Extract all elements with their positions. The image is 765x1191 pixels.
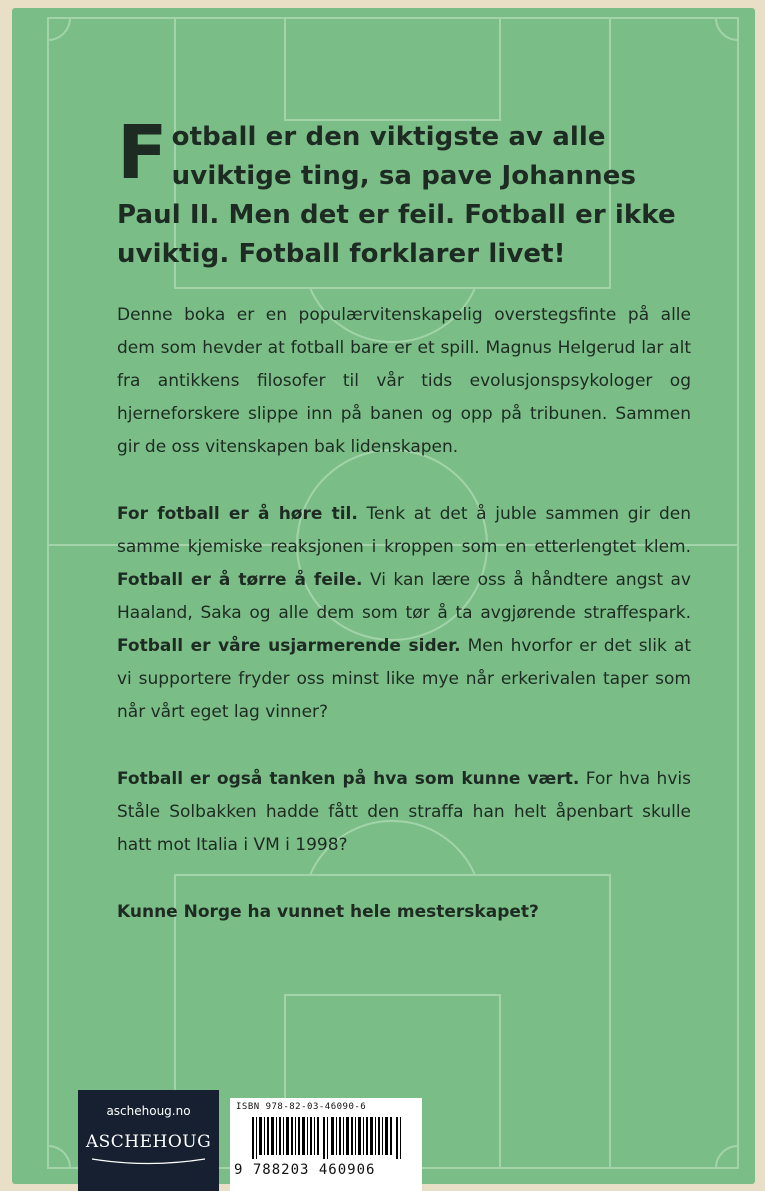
theme-failing-text: Vi kan lære oss å håndtere angst av Haaland, Saka og alle dem som tør å ta avgjørende straffespark. <box>117 570 691 623</box>
corner-arc-bottom-right <box>716 1146 738 1168</box>
isbn-barcode-box <box>230 1098 422 1191</box>
theme-unflattering: Fotball er våre usjarmerende sider. <box>117 636 461 656</box>
paragraph-intro: Denne boka er en populærvitenskapelig overstegsfinte på alle dem som hevder at fotball bare er et spill. Magnus Helgerud lar alt fra antikkens filosofer til vår tids evolusjonspsykologer og hjerneforskere slippe inn på banen og opp på tribunen. Sammen gir de oss vitenskapen bak lidenskapen. <box>117 305 691 457</box>
paragraph-themes <box>117 498 691 729</box>
blurb-text <box>117 110 691 929</box>
theme-belonging-text: Tenk at det å juble sammen gir den samme kjemiske reaksjonen i kroppen som en etterlengtet klem. <box>117 504 691 557</box>
theme-unflattering-text: Men hvorfor er det slik at vi supportere fryder oss minst like mye når erkerivalen taper som når vårt eget lag vinner? <box>117 636 691 722</box>
publisher-url: aschehoug.no <box>106 1104 191 1118</box>
top-goal-area <box>285 18 500 120</box>
closing-question: Kunne Norge ha vunnet hele mesterskapet? <box>117 902 539 922</box>
publisher-block <box>78 1090 219 1191</box>
corner-arc-top-right <box>716 18 738 40</box>
lead-quote <box>117 110 691 274</box>
ean-number: 9 788203 460906 <box>234 1162 376 1178</box>
barcode <box>252 1117 402 1159</box>
lead-text: otball er den viktigste av alle uviktige ting, sa pave Johannes Paul II. Men det er feil. Fotball er ikke uviktig. Fotball forklarer livet! <box>117 122 676 269</box>
corner-arc-top-left <box>48 18 70 40</box>
theme-failing: Fotball er å tørre å feile. <box>117 570 363 590</box>
corner-arc-bottom-left <box>48 1146 70 1168</box>
drop-cap: F <box>117 110 168 196</box>
publisher-logo: ASCHEHOUG <box>85 1132 212 1152</box>
paragraph-what-if <box>117 763 691 862</box>
isbn-label: ISBN 978-82-03-46090-6 <box>236 1102 367 1112</box>
what-if-heading: Fotball er også tanken på hva som kunne vært. <box>117 769 580 789</box>
publisher-logo-swash <box>88 1156 209 1166</box>
what-if-text: For hva hvis Ståle Solbakken hadde fått den straffa han helt åpenbart skulle hatt mot Italia i VM i 1998? <box>117 769 691 855</box>
theme-belonging: For fotball er å høre til. <box>117 504 358 524</box>
